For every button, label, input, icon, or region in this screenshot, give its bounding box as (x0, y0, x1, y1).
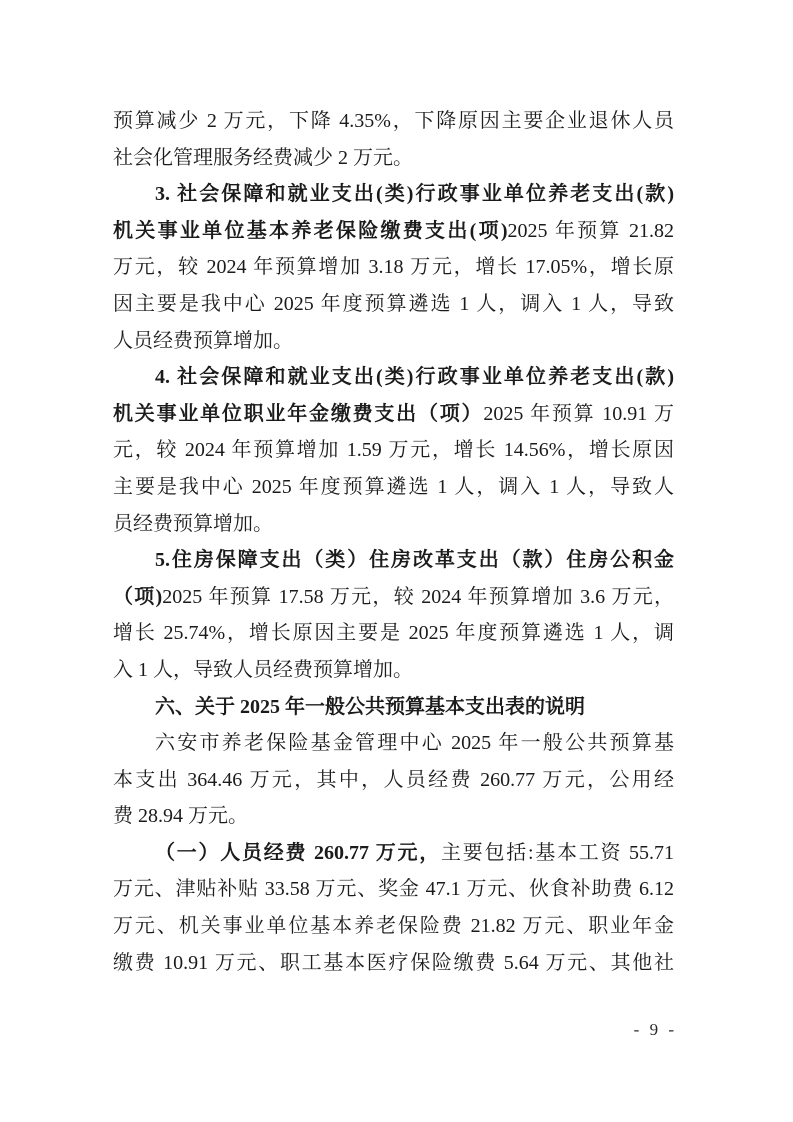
text-line (113, 945, 674, 982)
text-run: 万元、机关事业单位基本养老保险费 21.82 万元、职业年金 (113, 915, 674, 938)
bold-text-run: 机关事业单位基本养老保险缴费支出(项) (113, 219, 508, 242)
text-line (113, 323, 674, 360)
text-run: 主要包括:基本工资 55.71 (440, 841, 674, 864)
text-line (113, 798, 674, 835)
text-line (113, 432, 674, 469)
bold-text-run: 4. 社会保障和就业支出(类)行政事业单位养老支出(款) (155, 366, 674, 389)
text-run: 2025 年预算 10.91 万 (483, 402, 674, 425)
text-run: 员经费预算增加。 (113, 512, 273, 535)
text-run: 六安市养老保险基金管理中心 2025 年一般公共预算基 (155, 732, 674, 755)
bold-text-run: 机关事业单位职业年金缴费支出（项） (113, 402, 484, 425)
text-line (113, 689, 674, 726)
text-line (113, 249, 674, 286)
text-run: 增长 25.74%，增长原因主要是 2025 年度预算遴选 1 人，调 (113, 622, 674, 645)
bold-text-run: 5.住房保障支出（类）住房改革支出（款）住房公积金 (155, 549, 674, 572)
text-line (113, 140, 674, 177)
text-line (113, 396, 674, 433)
text-line (113, 506, 674, 543)
bold-text-run: （项) (113, 585, 163, 608)
text-line (113, 103, 674, 140)
text-line (113, 579, 674, 616)
text-run: 社会化管理服务经费减少 2 万元。 (113, 146, 413, 169)
text-run: 入 1 人，导致人员经费预算增加。 (113, 658, 413, 681)
text-run: 本支出 364.46 万元，其中，人员经费 260.77 万元，公用经 (113, 768, 674, 791)
text-line (113, 359, 674, 396)
text-run: 缴费 10.91 万元、职工基本医疗保险缴费 5.64 万元、其他社 (113, 951, 674, 974)
page-number: - 9 - (633, 1020, 674, 1039)
text-line (113, 469, 674, 506)
text-line (113, 908, 674, 945)
text-run: 人员经费预算增加。 (113, 329, 293, 352)
text-line (113, 652, 674, 689)
text-run: 费 28.94 万元。 (113, 805, 248, 828)
bold-text-run: 3. 社会保障和就业支出(类)行政事业单位养老支出(款) (155, 183, 674, 206)
text-run: 元，较 2024 年预算增加 1.59 万元，增长 14.56%，增长原因 (113, 439, 674, 462)
text-run: 2025 年预算 17.58 万元，较 2024 年预算增加 3.6 万元， (162, 585, 674, 608)
document-text-block (113, 103, 674, 981)
text-line (113, 176, 674, 213)
text-run: 主要是我中心 2025 年度预算遴选 1 人，调入 1 人，导致人 (113, 475, 674, 498)
text-run: 预算减少 2 万元，下降 4.35%，下降原因主要企业退休人员 (113, 110, 674, 132)
bold-text-run: （一）人员经费 260.77 万元， (155, 841, 441, 864)
text-run: 因主要是我中心 2025 年度预算遴选 1 人，调入 1 人，导致 (113, 292, 674, 315)
text-line (113, 725, 674, 762)
bold-text-run: 六、关于 2025 年一般公共预算基本支出表的说明 (155, 695, 585, 718)
text-line (113, 871, 674, 908)
text-line (113, 835, 674, 872)
text-line (113, 615, 674, 652)
text-run: 2025 年预算 21.82 (507, 219, 674, 242)
text-run: 万元，较 2024 年预算增加 3.18 万元，增长 17.05%，增长原 (113, 256, 674, 279)
text-run: 万元、津贴补贴 33.58 万元、奖金 47.1 万元、伙食补助费 6.12 (113, 878, 674, 901)
text-line (113, 542, 674, 579)
text-line (113, 213, 674, 250)
text-line (113, 762, 674, 799)
text-line (113, 286, 674, 323)
